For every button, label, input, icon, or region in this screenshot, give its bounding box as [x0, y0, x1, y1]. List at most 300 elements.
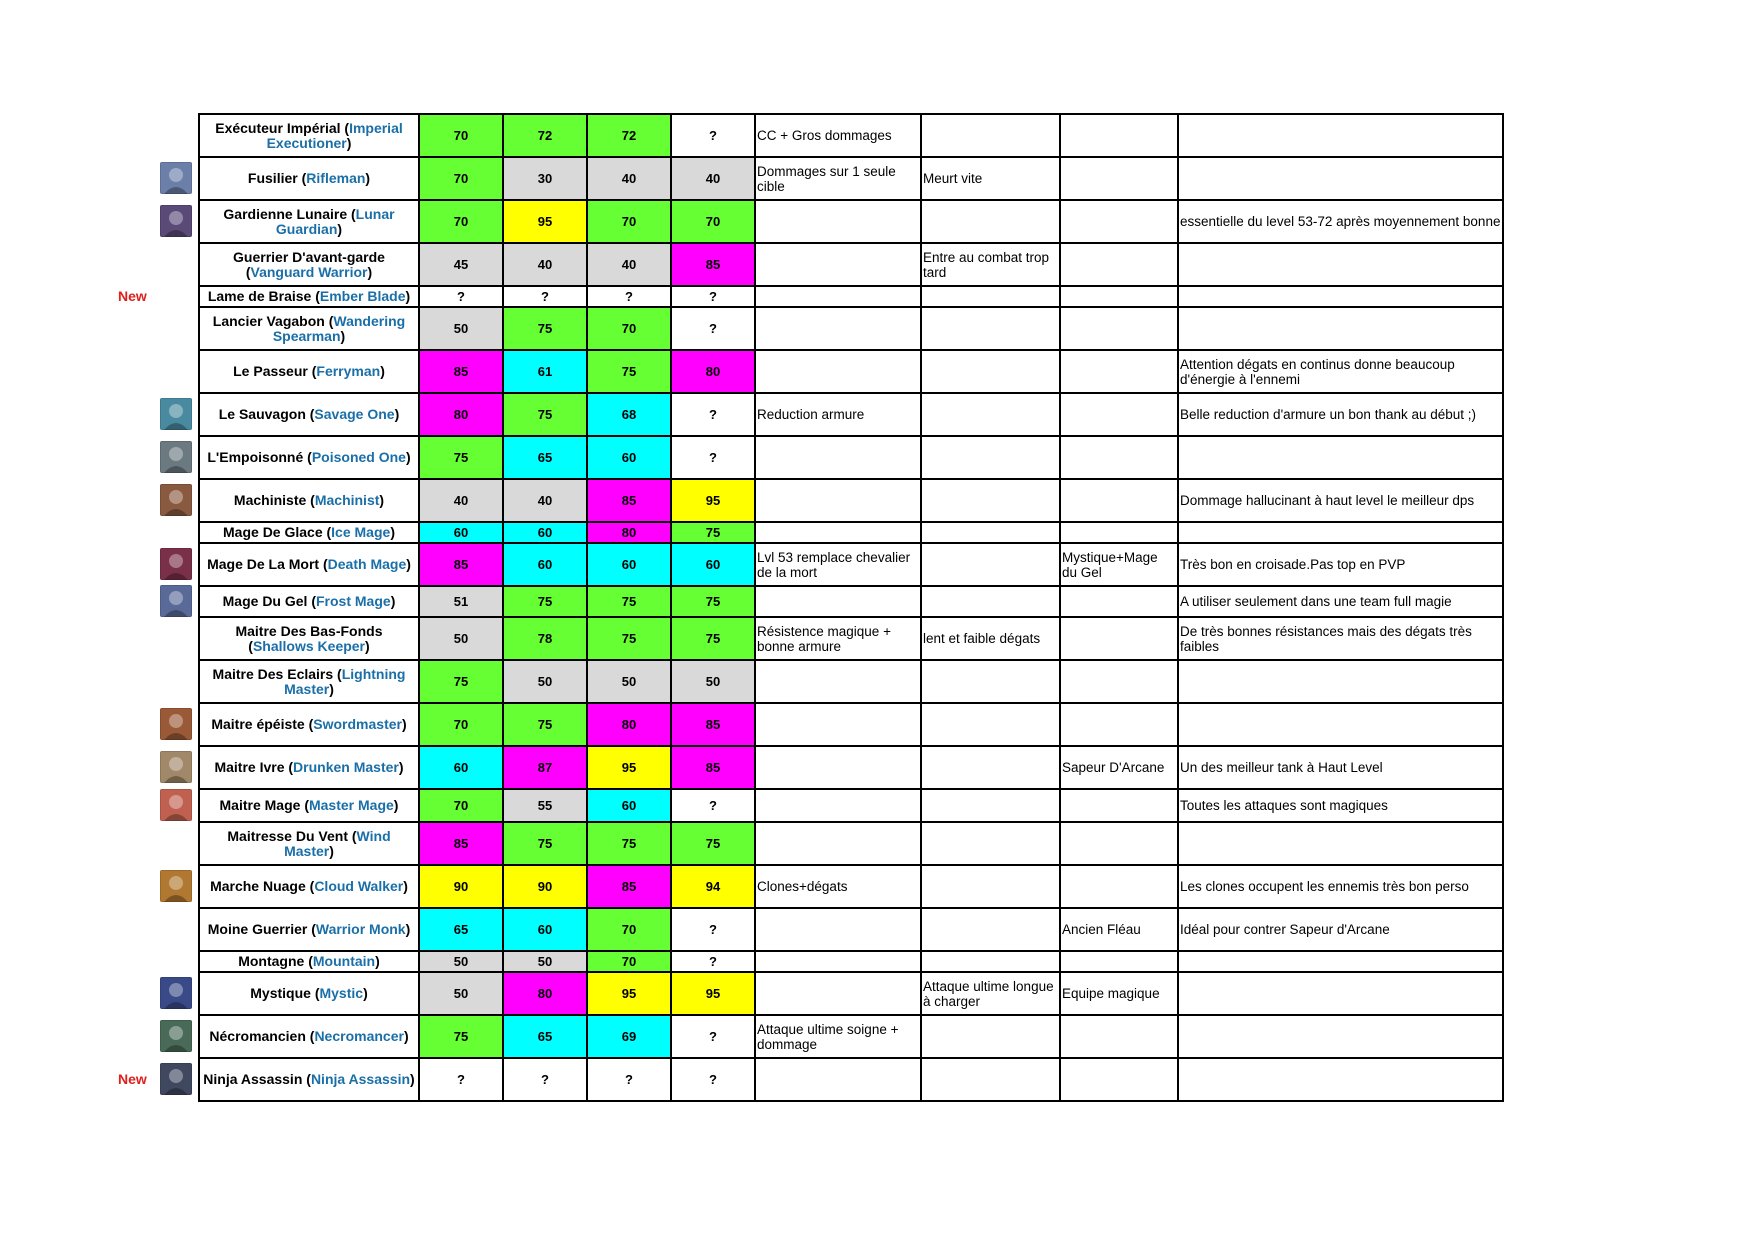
- hero-portrait-icon: [160, 398, 192, 430]
- stat-cell: ?: [419, 286, 503, 307]
- hero-name-fr: Lame de Braise (: [207, 288, 320, 304]
- hero-name-cell: [199, 307, 419, 350]
- hero-name-en-link[interactable]: Rifleman: [306, 170, 366, 186]
- table-row: [199, 746, 1503, 789]
- stat-cell: 85: [671, 703, 755, 746]
- stat-cell: 95: [503, 200, 587, 243]
- note-cell: [1060, 243, 1178, 286]
- stat-cell: ?: [671, 286, 755, 307]
- stat-cell: ?: [671, 307, 755, 350]
- hero-name-fr: Mage Du Gel (: [222, 593, 316, 609]
- hero-name-cell: [199, 522, 419, 543]
- note-cell: [1178, 522, 1503, 543]
- hero-name-fr: Mystique (: [250, 985, 320, 1001]
- table-row: [199, 307, 1503, 350]
- hero-name-cell: [199, 1058, 419, 1101]
- note-cell: [921, 307, 1060, 350]
- hero-name-fr: Maitre épéiste (: [211, 716, 314, 732]
- note-cell: [1060, 114, 1178, 157]
- hero-portrait-icon: [160, 205, 192, 237]
- stat-cell: 75: [503, 586, 587, 617]
- note-cell: Lvl 53 remplace chevalier de la mort: [755, 543, 921, 586]
- note-cell: [1178, 243, 1503, 286]
- stat-cell: 68: [587, 393, 671, 436]
- hero-name-en-link[interactable]: Ice Mage: [331, 524, 391, 540]
- hero-portrait-icon: [160, 1063, 192, 1095]
- note-cell: Attention dégats en continus donne beaucoup d'énergie à l'ennemi: [1178, 350, 1503, 393]
- table-row: [199, 200, 1503, 243]
- hero-name-en-link[interactable]: Shallows Keeper: [252, 637, 366, 654]
- table-row: [199, 617, 1503, 660]
- note-cell: [921, 1058, 1060, 1101]
- note-cell: [1178, 703, 1503, 746]
- hero-name-close: ): [403, 878, 408, 894]
- note-cell: [921, 586, 1060, 617]
- stat-cell: 95: [671, 479, 755, 522]
- stat-cell: 60: [503, 543, 587, 586]
- hero-name-cell: [199, 200, 419, 243]
- hero-name-en-link[interactable]: Poisoned One: [311, 449, 406, 465]
- hero-name-cell: [199, 286, 419, 307]
- stat-cell: 70: [587, 951, 671, 972]
- note-cell: [921, 543, 1060, 586]
- note-cell: [1060, 286, 1178, 307]
- note-cell: [921, 951, 1060, 972]
- note-cell: [1178, 972, 1503, 1015]
- stat-cell: 75: [671, 617, 755, 660]
- hero-name-fr: Gardienne Lunaire (: [223, 205, 356, 222]
- hero-name-en-link[interactable]: Frost Mage: [316, 593, 391, 609]
- stat-cell: ?: [671, 1058, 755, 1101]
- hero-name-cell: [199, 479, 419, 522]
- stat-cell: ?: [671, 908, 755, 951]
- hero-name-fr: Nécromancien (: [209, 1028, 315, 1044]
- note-cell: Résistence magique + bonne armure: [755, 617, 921, 660]
- table-row: [199, 479, 1503, 522]
- table-row: [199, 543, 1503, 586]
- note-cell: [1178, 436, 1503, 479]
- note-cell: [1178, 1058, 1503, 1101]
- note-cell: [1178, 660, 1503, 703]
- stat-cell: 50: [419, 951, 503, 972]
- hero-portrait-icon: [160, 751, 192, 783]
- note-cell: Mystique+Mage du Gel: [1060, 543, 1178, 586]
- note-cell: [1060, 522, 1178, 543]
- table-row: [199, 789, 1503, 822]
- hero-name-close: ): [379, 492, 385, 508]
- note-cell: Clones+dégats: [755, 865, 921, 908]
- note-cell: [755, 972, 921, 1015]
- stat-cell: ?: [671, 1015, 755, 1058]
- note-cell: Sapeur D'Arcane: [1060, 746, 1178, 789]
- stat-cell: 75: [503, 307, 587, 350]
- stat-cell: 80: [419, 393, 503, 436]
- stat-cell: 65: [419, 908, 503, 951]
- hero-name-fr: Moine Guerrier (: [207, 921, 316, 937]
- hero-name-cell: [199, 822, 419, 865]
- stat-cell: 75: [671, 586, 755, 617]
- note-cell: essentielle du level 53-72 après moyennement bonne: [1178, 200, 1503, 243]
- note-cell: [1060, 660, 1178, 703]
- hero-name-fr: Exécuteur Impérial (: [215, 119, 350, 136]
- stat-cell: 75: [587, 350, 671, 393]
- note-cell: [921, 479, 1060, 522]
- hero-name-cell: [199, 865, 419, 908]
- stat-cell: 40: [587, 157, 671, 200]
- stat-cell: 75: [503, 393, 587, 436]
- stat-cell: 69: [587, 1015, 671, 1058]
- note-cell: CC + Gros dommages: [755, 114, 921, 157]
- stat-cell: 65: [503, 1015, 587, 1058]
- new-badge: New: [118, 287, 147, 304]
- note-cell: [755, 703, 921, 746]
- note-cell: [1060, 436, 1178, 479]
- hero-name-close: ): [405, 449, 411, 465]
- stat-cell: 72: [587, 114, 671, 157]
- stat-cell: 75: [419, 1015, 503, 1058]
- stat-cell: 50: [419, 307, 503, 350]
- note-cell: Les clones occupent les ennemis très bon perso: [1178, 865, 1503, 908]
- hero-name-en-link[interactable]: Vanguard Warrior: [250, 263, 368, 280]
- hero-name-fr: Maitre Ivre (: [214, 759, 294, 775]
- stat-cell: 40: [419, 479, 503, 522]
- hero-name-en-link[interactable]: Machinist: [314, 492, 380, 508]
- table-row: [199, 286, 1503, 307]
- stat-cell: 70: [419, 157, 503, 200]
- stat-cell: ?: [671, 436, 755, 479]
- stat-cell: 80: [503, 972, 587, 1015]
- hero-name-fr: Machiniste (: [233, 492, 315, 508]
- note-cell: [921, 286, 1060, 307]
- note-cell: Idéal pour contrer Sapeur d'Arcane: [1178, 908, 1503, 951]
- hero-name-close: ): [365, 637, 370, 654]
- table-row: [199, 522, 1503, 543]
- note-cell: A utiliser seulement dans une team full magie: [1178, 586, 1503, 617]
- note-cell: [921, 1015, 1060, 1058]
- stat-cell: 60: [419, 522, 503, 543]
- stat-cell: 40: [671, 157, 755, 200]
- hero-name-fr: Mage De Glace (: [223, 524, 332, 540]
- note-cell: [755, 479, 921, 522]
- hero-portrait-icon: [160, 789, 192, 821]
- hero-name-fr: Maitre Des Eclairs (: [212, 665, 342, 682]
- note-cell: [1060, 307, 1178, 350]
- note-cell: [1060, 350, 1178, 393]
- stat-cell: 75: [419, 436, 503, 479]
- stat-cell: ?: [419, 1058, 503, 1101]
- hero-name-en-link[interactable]: Mystic: [319, 985, 364, 1001]
- note-cell: [921, 114, 1060, 157]
- note-cell: [1060, 586, 1178, 617]
- stat-cell: 75: [587, 822, 671, 865]
- hero-name-en-link[interactable]: Ferryman: [316, 363, 381, 379]
- note-cell: Attaque ultime longue à charger: [921, 972, 1060, 1015]
- stat-cell: 95: [671, 972, 755, 1015]
- hero-name-close: ): [401, 716, 407, 732]
- hero-name-en-link[interactable]: Savage One: [314, 406, 395, 422]
- hero-name-close: ): [393, 797, 399, 813]
- note-cell: [755, 908, 921, 951]
- stat-cell: ?: [671, 393, 755, 436]
- note-cell: [921, 865, 1060, 908]
- stat-cell: 75: [671, 822, 755, 865]
- hero-portrait-icon: [160, 1020, 192, 1052]
- note-cell: Très bon en croisade.Pas top en PVP: [1178, 543, 1503, 586]
- stat-cell: 85: [587, 479, 671, 522]
- hero-name-en-link[interactable]: Mountain: [312, 953, 376, 969]
- stat-cell: 60: [419, 746, 503, 789]
- stat-cell: ?: [671, 789, 755, 822]
- table-row: [199, 436, 1503, 479]
- note-cell: [1060, 393, 1178, 436]
- hero-name-cell: [199, 789, 419, 822]
- stat-cell: 80: [587, 522, 671, 543]
- table-row: [199, 972, 1503, 1015]
- hero-name-close: ): [398, 759, 404, 775]
- note-cell: [921, 393, 1060, 436]
- note-cell: [1060, 865, 1178, 908]
- note-cell: [755, 586, 921, 617]
- stat-cell: 85: [419, 543, 503, 586]
- hero-name-fr: Guerrier D'avant-garde (: [233, 248, 385, 280]
- stat-cell: 45: [419, 243, 503, 286]
- stat-cell: 70: [419, 114, 503, 157]
- note-cell: [921, 746, 1060, 789]
- table-row: [199, 114, 1503, 157]
- hero-name-fr: Le Sauvagon (: [218, 406, 315, 422]
- stat-cell: 70: [587, 307, 671, 350]
- note-cell: [755, 746, 921, 789]
- hero-name-close: ): [405, 288, 411, 304]
- hero-name-en-link[interactable]: Lunar Guardian: [275, 205, 395, 237]
- stat-cell: ?: [671, 951, 755, 972]
- note-cell: [1060, 1058, 1178, 1101]
- note-cell: [1060, 157, 1178, 200]
- hero-name-cell: [199, 1015, 419, 1058]
- heroes-table: [198, 113, 1504, 1102]
- stat-cell: 75: [503, 703, 587, 746]
- hero-name-close: ): [375, 953, 380, 969]
- stat-cell: 90: [503, 865, 587, 908]
- stat-cell: 90: [419, 865, 503, 908]
- hero-name-cell: [199, 660, 419, 703]
- stat-cell: 85: [419, 350, 503, 393]
- note-cell: [921, 703, 1060, 746]
- stat-cell: 60: [587, 543, 671, 586]
- stat-cell: 85: [419, 822, 503, 865]
- note-cell: Dommage hallucinant à haut level le meilleur dps: [1178, 479, 1503, 522]
- note-cell: [1060, 822, 1178, 865]
- hero-name-close: ): [340, 327, 346, 344]
- note-cell: [755, 1058, 921, 1101]
- hero-portrait-icon: [160, 977, 192, 1009]
- stat-cell: 60: [587, 789, 671, 822]
- note-cell: [1178, 1015, 1503, 1058]
- stat-cell: 60: [671, 543, 755, 586]
- note-cell: [755, 286, 921, 307]
- note-cell: [1178, 307, 1503, 350]
- stat-cell: 72: [503, 114, 587, 157]
- new-badge: New: [118, 1070, 147, 1087]
- hero-name-en-link[interactable]: Master Mage: [308, 797, 394, 813]
- stat-cell: 60: [503, 908, 587, 951]
- hero-name-en-link[interactable]: Necromancer: [314, 1028, 404, 1044]
- hero-name-fr: Lancier Vagabon (: [212, 312, 334, 329]
- table-row: [199, 865, 1503, 908]
- hero-name-cell: [199, 972, 419, 1015]
- note-cell: Belle reduction d'armure un bon thank au début ;): [1178, 393, 1503, 436]
- table-row: [199, 1058, 1503, 1101]
- hero-name-fr: Ninja Assassin (: [203, 1071, 311, 1087]
- hero-name-close: ): [329, 680, 334, 697]
- note-cell: [755, 951, 921, 972]
- stat-cell: 85: [671, 243, 755, 286]
- stat-cell: 75: [419, 660, 503, 703]
- note-cell: [1178, 114, 1503, 157]
- note-cell: [755, 307, 921, 350]
- hero-name-en-link[interactable]: Cloud Walker: [314, 878, 404, 894]
- hero-name-close: ): [367, 263, 373, 280]
- stat-cell: 50: [419, 617, 503, 660]
- stat-cell: ?: [503, 1058, 587, 1101]
- note-cell: [921, 350, 1060, 393]
- stat-cell: 95: [587, 746, 671, 789]
- hero-name-close: ): [405, 921, 411, 937]
- stat-cell: 87: [503, 746, 587, 789]
- hero-name-cell: [199, 436, 419, 479]
- stat-cell: 94: [671, 865, 755, 908]
- stat-cell: 50: [503, 660, 587, 703]
- hero-name-fr: Maitre Des Bas-Fonds (: [235, 622, 383, 654]
- note-cell: Entre au combat trop tard: [921, 243, 1060, 286]
- stat-cell: 30: [503, 157, 587, 200]
- stat-cell: 75: [587, 617, 671, 660]
- note-cell: Dommages sur 1 seule cible: [755, 157, 921, 200]
- stat-cell: 50: [419, 972, 503, 1015]
- hero-name-cell: [199, 586, 419, 617]
- stat-cell: 40: [587, 243, 671, 286]
- hero-name-en-link[interactable]: Imperial Executioner: [266, 119, 403, 151]
- stat-cell: 60: [587, 436, 671, 479]
- stat-cell: 80: [671, 350, 755, 393]
- stat-cell: 95: [587, 972, 671, 1015]
- note-cell: [1178, 951, 1503, 972]
- note-cell: [1178, 822, 1503, 865]
- hero-name-en-link[interactable]: Drunken Master: [293, 759, 399, 775]
- note-cell: [1060, 479, 1178, 522]
- stat-cell: 78: [503, 617, 587, 660]
- hero-portrait-icon: [160, 708, 192, 740]
- stat-cell: 70: [419, 703, 503, 746]
- note-cell: Meurt vite: [921, 157, 1060, 200]
- table-row: [199, 908, 1503, 951]
- note-cell: [755, 436, 921, 479]
- hero-name-close: ): [390, 593, 396, 609]
- table-row: [199, 350, 1503, 393]
- note-cell: Ancien Fléau: [1060, 908, 1178, 951]
- note-cell: [755, 522, 921, 543]
- hero-name-close: ): [403, 1028, 409, 1044]
- table-row: [199, 157, 1503, 200]
- note-cell: [755, 350, 921, 393]
- table-row: [199, 586, 1503, 617]
- note-cell: Equipe magique: [1060, 972, 1178, 1015]
- table-row: [199, 243, 1503, 286]
- note-cell: [921, 522, 1060, 543]
- hero-name-en-link[interactable]: Swordmaster: [313, 716, 402, 732]
- note-cell: [1060, 789, 1178, 822]
- note-cell: [1060, 617, 1178, 660]
- note-cell: [921, 789, 1060, 822]
- stat-cell: 50: [503, 951, 587, 972]
- hero-name-fr: Mage De La Mort (: [207, 556, 328, 572]
- hero-name-close: ): [380, 363, 385, 379]
- stat-cell: ?: [503, 286, 587, 307]
- note-cell: [1060, 1015, 1178, 1058]
- note-cell: [921, 660, 1060, 703]
- note-cell: [755, 789, 921, 822]
- stat-cell: ?: [587, 1058, 671, 1101]
- hero-name-close: ): [390, 524, 395, 540]
- stat-cell: ?: [671, 114, 755, 157]
- hero-name-en-link[interactable]: Death Mage: [327, 556, 407, 572]
- hero-name-en-link[interactable]: Warrior Monk: [315, 921, 406, 937]
- stat-cell: 75: [671, 522, 755, 543]
- hero-name-cell: [199, 350, 419, 393]
- hero-name-fr: Maitresse Du Vent (: [227, 827, 357, 844]
- note-cell: [1178, 157, 1503, 200]
- note-cell: [755, 243, 921, 286]
- stat-cell: 70: [419, 200, 503, 243]
- hero-name-cell: [199, 951, 419, 972]
- hero-name-close: ): [406, 556, 411, 572]
- stat-cell: 80: [587, 703, 671, 746]
- stat-cell: 60: [503, 522, 587, 543]
- hero-name-close: ): [346, 134, 352, 151]
- stat-cell: 70: [671, 200, 755, 243]
- hero-portrait-icon: [160, 162, 192, 194]
- note-cell: [1060, 200, 1178, 243]
- hero-name-en-link[interactable]: Wind Master: [284, 827, 391, 859]
- hero-name-en-link[interactable]: Ember Blade: [319, 288, 406, 304]
- stat-cell: 75: [587, 586, 671, 617]
- hero-name-cell: [199, 114, 419, 157]
- note-cell: Toutes les attaques sont magiques: [1178, 789, 1503, 822]
- hero-name-close: ): [365, 170, 371, 186]
- hero-name-close: ): [394, 406, 400, 422]
- note-cell: [921, 200, 1060, 243]
- hero-name-cell: [199, 393, 419, 436]
- table-row: [199, 703, 1503, 746]
- stat-cell: 40: [503, 243, 587, 286]
- note-cell: De très bonnes résistances mais des dégats très faibles: [1178, 617, 1503, 660]
- note-cell: [921, 822, 1060, 865]
- stat-cell: 70: [587, 200, 671, 243]
- hero-portrait-icon: [160, 548, 192, 580]
- note-cell: [755, 660, 921, 703]
- table-row: [199, 1015, 1503, 1058]
- hero-name-en-link[interactable]: Lightning Master: [284, 665, 406, 697]
- hero-name-close: ): [363, 985, 368, 1001]
- hero-name-cell: [199, 746, 419, 789]
- hero-name-cell: [199, 543, 419, 586]
- table-row: [199, 393, 1503, 436]
- hero-name-en-link[interactable]: Ninja Assassin: [310, 1071, 411, 1087]
- hero-name-en-link[interactable]: Wandering Spearman: [272, 312, 406, 344]
- note-cell: [1060, 703, 1178, 746]
- note-cell: [1178, 286, 1503, 307]
- note-cell: lent et faible dégats: [921, 617, 1060, 660]
